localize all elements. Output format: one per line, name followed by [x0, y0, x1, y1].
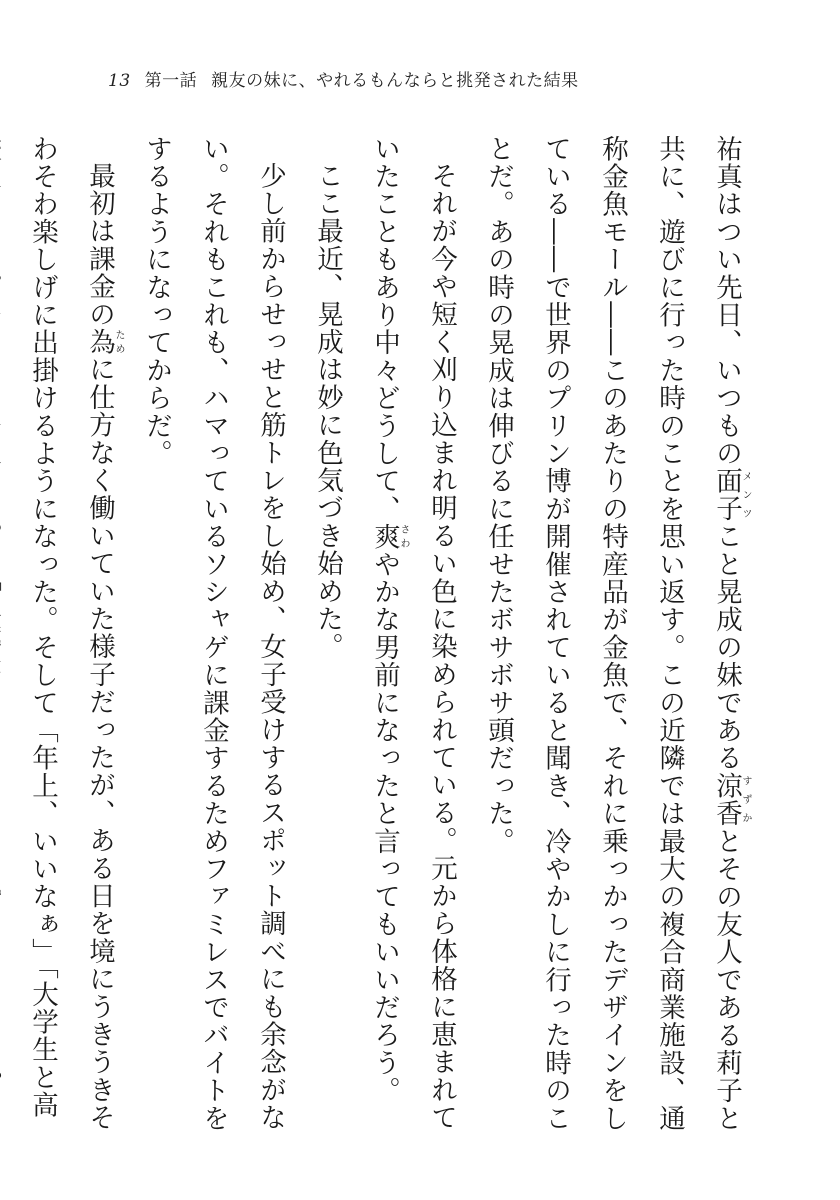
paragraph-1-text-c: とその友人である莉子と共に、遊びに行った時のことを思い返す。この近隣では最大の複合商業施設、通称金魚モール――このあたりの特産品が金魚で、それに乗っかったデザインをしている――で世界のプリン博が開催されていると聞き、冷やかしに行った時のことだ。あの時の晃成は伸びるに任せたボサボサ頭だった。 — [483, 135, 742, 1133]
paragraph-2-text-b: やかな男前になったと言ってもいいだろう。 — [369, 550, 400, 1105]
page-number: 13 — [108, 71, 131, 91]
ruby-tame-reading: ため — [113, 327, 124, 356]
ruby-mentsu-base: 面子 — [711, 467, 742, 523]
paragraph-3: ここ最近、晃成は妙に色気づき始めた。 — [312, 161, 343, 661]
paragraph-1-text-b: こと晃成の妹である — [711, 522, 742, 773]
paragraph-1-text-a: 祐真はつい先日、いつもの — [711, 135, 742, 468]
body-text — [27, 135, 755, 1135]
ruby-sawa — [369, 522, 409, 551]
ruby-suzuka-reading: すずか — [740, 772, 751, 828]
ruby-sawa-reading: さわ — [398, 522, 409, 551]
paragraph-4: 少し前からせっせと筋トレをし始め、女子受けするスポット調べにも余念がない。それもこれも、ハマっているソシャゲに課金するためファミレスでバイトをするようになってからだ。 — [141, 135, 286, 1133]
ruby-suzuka — [711, 772, 751, 828]
paragraph-2-text-a: それが今や短く刈り込まれ明るい色に染められている。元から体格に恵まれていたこともあり中々どうして、 — [369, 135, 457, 1131]
ruby-suzuka-base: 涼香 — [711, 772, 742, 828]
ruby-tame-base: 為 — [84, 327, 115, 356]
chapter-title: 親友の妹に、やれるもんならと挑発された結果 — [211, 71, 579, 91]
paragraph-1 — [470, 135, 755, 1135]
ruby-mentsu-reading: メンツ — [740, 467, 751, 523]
paragraph-5 — [0, 135, 128, 1135]
paragraph-5-text-a: 最初は課金の — [84, 161, 115, 328]
ruby-mentsu — [711, 467, 751, 523]
chapter-label: 第一話 — [144, 71, 198, 91]
paragraph-2 — [356, 135, 470, 1135]
paragraph-5-text-b: に仕方なく働いていた様子だったが、ある日を境にうきうきそわそわ楽しげに出掛けるようになった。そして「年上、いいなぁ」「大学生と高 — [27, 135, 115, 1132]
running-header — [108, 66, 579, 91]
ruby-sawa-base: 爽 — [369, 522, 400, 551]
ruby-tame — [84, 327, 124, 356]
